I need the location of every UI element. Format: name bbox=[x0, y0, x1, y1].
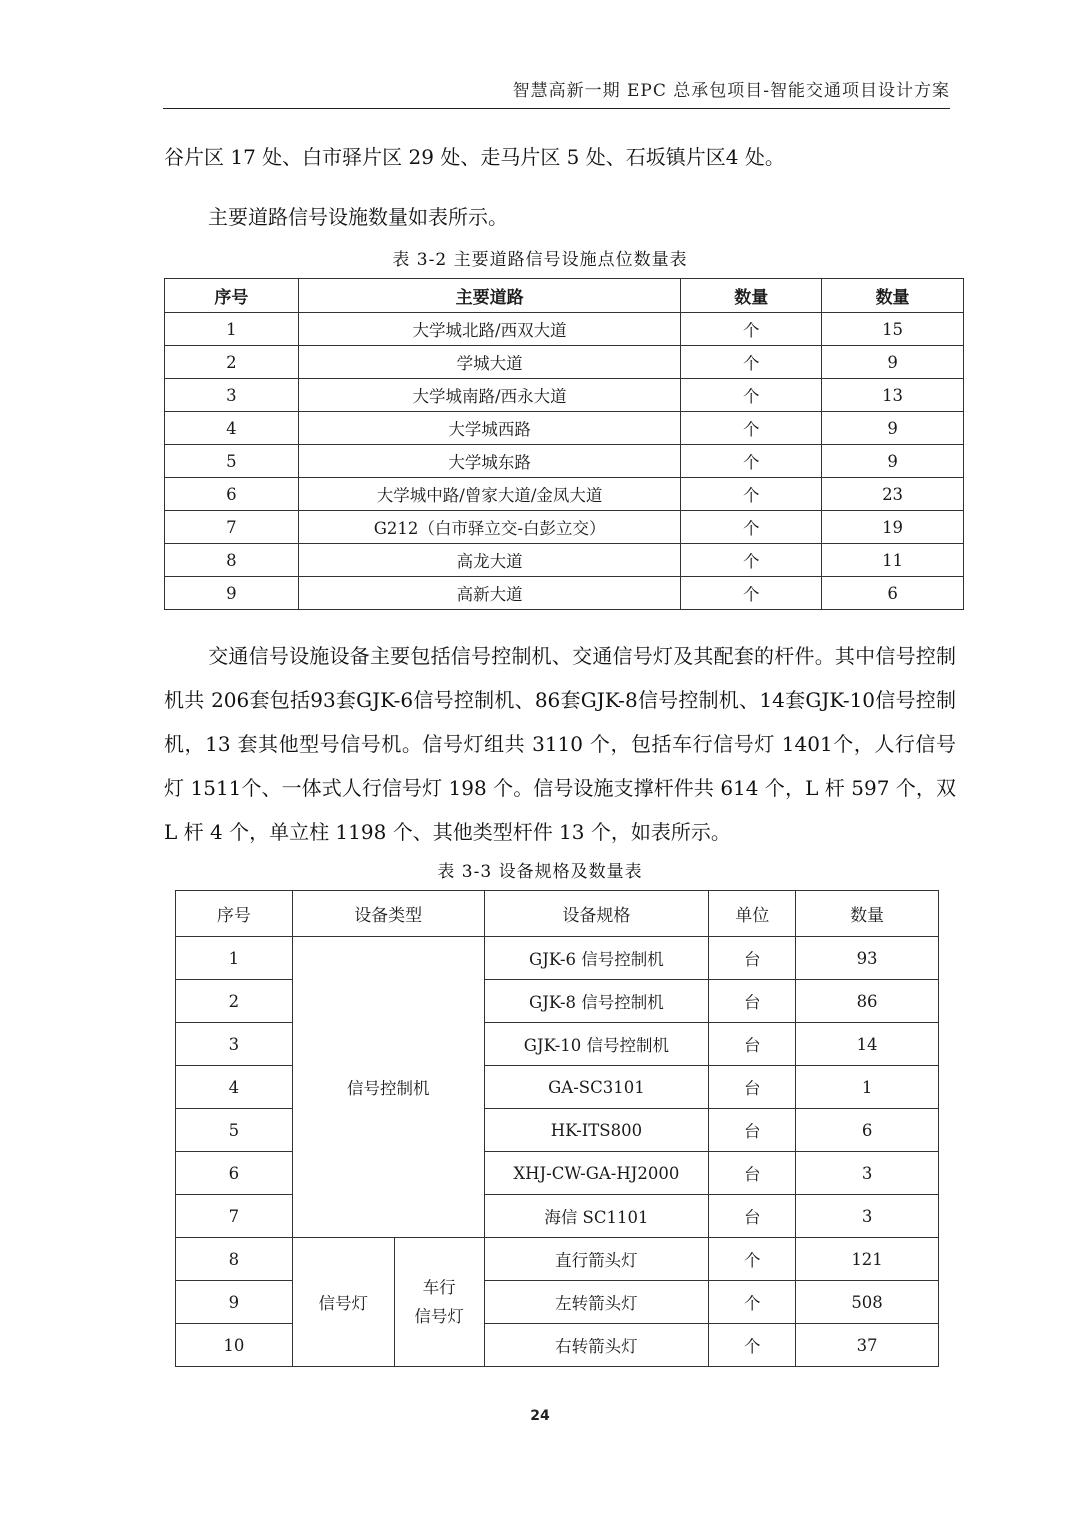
table1-header-cell: 序号 bbox=[165, 279, 299, 313]
table-row bbox=[165, 577, 964, 610]
table-cell: 4 bbox=[176, 1066, 293, 1109]
table1-caption: 表 3-2 主要道路信号设施点位数量表 bbox=[392, 250, 688, 270]
table-cell: 台 bbox=[709, 937, 796, 980]
table-cell: 9 bbox=[822, 445, 964, 478]
table1-header-row bbox=[165, 279, 964, 313]
table-cell: 8 bbox=[165, 544, 299, 577]
table2-header-cell: 数量 bbox=[796, 891, 939, 937]
table-cell: GJK-6 信号控制机 bbox=[484, 937, 709, 980]
table-cell: 7 bbox=[176, 1195, 293, 1238]
running-header: 智慧高新一期 EPC 总承包项目-智能交通项目设计方案 bbox=[512, 81, 951, 101]
table-row bbox=[165, 478, 964, 511]
table-cell: 3 bbox=[176, 1023, 293, 1066]
paragraph-3 bbox=[164, 634, 956, 854]
table-cell: 台 bbox=[709, 1152, 796, 1195]
table-row bbox=[176, 1109, 939, 1152]
group-cell-light: 信号灯 bbox=[292, 1238, 394, 1367]
equipment-spec-table bbox=[175, 890, 939, 1367]
table1-header-cell: 数量 bbox=[681, 279, 822, 313]
table-cell: 6 bbox=[822, 577, 964, 610]
table-row bbox=[176, 1281, 939, 1324]
table2-caption: 表 3-3 设备规格及数量表 bbox=[437, 862, 643, 882]
table-cell: 93 bbox=[796, 937, 939, 980]
table-cell: 学城大道 bbox=[298, 346, 681, 379]
table-cell: 个 bbox=[681, 445, 822, 478]
table-cell: G212（白市驿立交-白彭立交） bbox=[298, 511, 681, 544]
table-cell: 4 bbox=[165, 412, 299, 445]
table-cell: 海信 SC1101 bbox=[484, 1195, 709, 1238]
table-cell: 个 bbox=[681, 511, 822, 544]
table-cell: 23 bbox=[822, 478, 964, 511]
table2-header-row bbox=[176, 891, 939, 937]
table-row bbox=[176, 1238, 939, 1281]
table-row bbox=[176, 937, 939, 980]
table1-header-cell: 数量 bbox=[822, 279, 964, 313]
table-cell: 台 bbox=[709, 980, 796, 1023]
table-cell: 左转箭头灯 bbox=[484, 1281, 709, 1324]
table-cell: 高新大道 bbox=[298, 577, 681, 610]
table-cell: 个 bbox=[681, 313, 822, 346]
table-row bbox=[176, 980, 939, 1023]
table-cell: 121 bbox=[796, 1238, 939, 1281]
header-divider bbox=[163, 108, 950, 109]
table-cell: 9 bbox=[822, 412, 964, 445]
group-cell-controller: 信号控制机 bbox=[292, 937, 484, 1238]
subgroup-cell-vehicle: 车行 信号灯 bbox=[394, 1238, 484, 1367]
road-signal-table bbox=[164, 278, 964, 610]
table-cell: 3 bbox=[165, 379, 299, 412]
table-row bbox=[165, 511, 964, 544]
table-cell: 3 bbox=[796, 1152, 939, 1195]
table-cell: GJK-8 信号控制机 bbox=[484, 980, 709, 1023]
table-cell: 2 bbox=[176, 980, 293, 1023]
table-cell: 2 bbox=[165, 346, 299, 379]
table-cell: 个 bbox=[681, 379, 822, 412]
table-cell: 个 bbox=[681, 346, 822, 379]
table-row bbox=[165, 412, 964, 445]
table-row bbox=[176, 1152, 939, 1195]
table-cell: 个 bbox=[681, 412, 822, 445]
table-cell: 5 bbox=[176, 1109, 293, 1152]
table-cell: HK-ITS800 bbox=[484, 1109, 709, 1152]
table-cell: 大学城北路/西双大道 bbox=[298, 313, 681, 346]
table-row bbox=[176, 1023, 939, 1066]
table-cell: 9 bbox=[165, 577, 299, 610]
table-cell: 6 bbox=[796, 1109, 939, 1152]
table-cell: 直行箭头灯 bbox=[484, 1238, 709, 1281]
table-cell: 台 bbox=[709, 1195, 796, 1238]
table-cell: 9 bbox=[822, 346, 964, 379]
table1-header-cell: 主要道路 bbox=[298, 279, 681, 313]
table-cell: 个 bbox=[681, 544, 822, 577]
table-cell: 个 bbox=[681, 478, 822, 511]
table2-header-cell: 设备规格 bbox=[484, 891, 709, 937]
table-cell: 右转箭头灯 bbox=[484, 1324, 709, 1367]
table-cell: 37 bbox=[796, 1324, 939, 1367]
table-cell: 个 bbox=[709, 1324, 796, 1367]
table-cell: 86 bbox=[796, 980, 939, 1023]
table-cell: 10 bbox=[176, 1324, 293, 1367]
table-cell: 19 bbox=[822, 511, 964, 544]
table-row bbox=[176, 1066, 939, 1109]
table-cell: 个 bbox=[709, 1281, 796, 1324]
table-cell: 大学城南路/西永大道 bbox=[298, 379, 681, 412]
table-cell: 台 bbox=[709, 1023, 796, 1066]
table-cell: 台 bbox=[709, 1109, 796, 1152]
table-row bbox=[165, 544, 964, 577]
table2-header-cell: 序号 bbox=[176, 891, 293, 937]
table-cell: 大学城西路 bbox=[298, 412, 681, 445]
table-cell: 个 bbox=[709, 1238, 796, 1281]
table-row bbox=[176, 1195, 939, 1238]
table-cell: 8 bbox=[176, 1238, 293, 1281]
table-cell: 508 bbox=[796, 1281, 939, 1324]
table2-header-cell: 设备类型 bbox=[292, 891, 484, 937]
table-row bbox=[176, 1324, 939, 1367]
table-cell: 6 bbox=[165, 478, 299, 511]
table-row bbox=[165, 379, 964, 412]
table-cell: 大学城中路/曾家大道/金凤大道 bbox=[298, 478, 681, 511]
table-cell: 高龙大道 bbox=[298, 544, 681, 577]
table-row bbox=[165, 346, 964, 379]
table-cell: 15 bbox=[822, 313, 964, 346]
table-cell: GA-SC3101 bbox=[484, 1066, 709, 1109]
table-cell: 1 bbox=[176, 937, 293, 980]
table2-header-cell: 单位 bbox=[709, 891, 796, 937]
paragraph-3-text: 交通信号设施设备主要包括信号控制机、交通信号灯及其配套的杆件。其中信号控制机共 206套包括93套GJK-6信号控制机、86套GJK-8信号控制机、14套GJK-10信号控制机，13 套其他型号信号机。信号灯组共 3110 个，包括车行信号灯 1401个，人行信号灯 1511个、一体式人行信号灯 198 个。信号设施支撑杆件共 614 个，L 杆 597 个，双 L 杆 4 个，单立柱 1198 个、其他类型杆件 13 个，如表所示。 bbox=[164, 644, 956, 844]
paragraph-1: 谷片区 17 处、白市驿片区 29 处、走马片区 5 处、石坂镇片区4 处。 bbox=[164, 145, 785, 169]
table-cell: 9 bbox=[176, 1281, 293, 1324]
table-cell: 7 bbox=[165, 511, 299, 544]
table-cell: 个 bbox=[681, 577, 822, 610]
table-cell: 3 bbox=[796, 1195, 939, 1238]
table-cell: XHJ-CW-GA-HJ2000 bbox=[484, 1152, 709, 1195]
page-number: 24 bbox=[530, 1408, 550, 1424]
table-cell: 1 bbox=[796, 1066, 939, 1109]
paragraph-2: 主要道路信号设施数量如表所示。 bbox=[208, 205, 508, 229]
table-row bbox=[165, 313, 964, 346]
table-cell: 14 bbox=[796, 1023, 939, 1066]
table-cell: GJK-10 信号控制机 bbox=[484, 1023, 709, 1066]
table-cell: 1 bbox=[165, 313, 299, 346]
table-cell: 6 bbox=[176, 1152, 293, 1195]
table-cell: 大学城东路 bbox=[298, 445, 681, 478]
table-row bbox=[165, 445, 964, 478]
table-cell: 11 bbox=[822, 544, 964, 577]
table-cell: 5 bbox=[165, 445, 299, 478]
table-cell: 13 bbox=[822, 379, 964, 412]
table-cell: 台 bbox=[709, 1066, 796, 1109]
